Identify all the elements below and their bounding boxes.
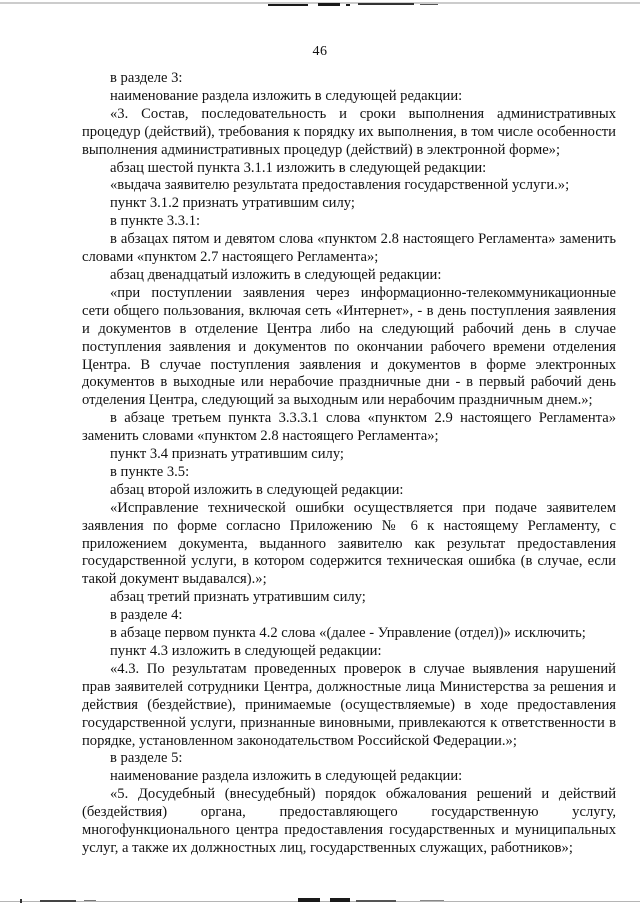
paragraph: «5. Досудебный (внесудебный) порядок обжалования решений и действий (бездействия) органа, предоставляющего государственную услугу, многофункционального центра предоставления государственных и муниципальных услуг, а также их должностных лиц, государственных служащих, работников»; [82, 786, 616, 856]
paragraph: в разделе 3: [110, 70, 183, 86]
paragraph: в пункте 3.5: [110, 463, 190, 480]
scan-artifact-bottom [0, 889, 640, 905]
paragraph: «4.3. По результатам проведенных проверок в случае выявления нарушений прав заявителей сотрудники Центра, должностные лица Министерства за решения и действия (бездействие), принимаемые (осуществляемые) в ходе предоставления государственной услуги, признанные виновными, привлекаются к ответственности в порядке, установленном законодательством Российской Федерации.»; [82, 660, 616, 749]
paragraph: в абзаце третьем пункта 3.3.3.1 слова «пунктом 2.9 настоящего Регламента» заменить словами «пунктом 2.8 настоящего Регламента»; [82, 410, 616, 445]
paragraph: «выдача заявителю результата предоставления государственной услуги.»; [110, 177, 570, 194]
paragraph: пункт 3.4 признать утратившим силу; [110, 446, 344, 463]
document-body [82, 70, 616, 858]
paragraph: абзац шестой пункта 3.1.1 изложить в следующей редакции: [110, 159, 487, 176]
scan-artifact-top [0, 0, 640, 16]
paragraph: «при поступлении заявления через информационно-телекоммуникационные сети общего пользования, включая сеть «Интернет», - в день поступления заявления и документов в отделение Центра либо на следующий рабочий день в случае поступления заявления и документов по окончании рабочего времени отделения Центра. В случае поступления заявления и документов в форме электронных документов в выходные или нерабочие праздничные дни - в первый рабочий день отделения Центра, следующий за выходным или нерабочим праздничным днем.»; [82, 284, 616, 409]
paragraph: абзац двенадцатый изложить в следующей редакции: [110, 266, 442, 283]
paragraph: пункт 4.3 изложить в следующей редакции: [110, 643, 382, 659]
paragraph: в абзаце первом пункта 4.2 слова «(далее - Управление (отдел))» исключить; [110, 625, 586, 642]
paragraph: абзац третий признать утратившим силу; [110, 589, 366, 606]
paragraph: в разделе 4: [110, 607, 183, 624]
page-number: 46 [312, 44, 328, 59]
paragraph: в разделе 5: [110, 750, 183, 767]
paragraph: пункт 3.1.2 признать утратившим силу; [110, 195, 355, 212]
paragraph: в пункте 3.3.1: [110, 213, 201, 230]
paragraph: «Исправление технической ошибки осуществляется при подаче заявителем заявления по форме согласно Приложению № 6 к настоящему Регламенту, с приложением документа, выданного заявителю как результат предоставления государственной услуги, в котором содержится техническая ошибка (в случае, если такой документ выдавался).»; [82, 499, 616, 588]
paragraph: абзац второй изложить в следующей редакции: [110, 481, 404, 498]
paragraph: «3. Состав, последовательность и сроки выполнения административных процедур (действий), требования к порядку их выполнения, в том числе особенности выполнения административных процедур (действий) в электронной форме»; [82, 105, 616, 158]
paragraph: в абзацах пятом и девятом слова «пунктом 2.8 настоящего Регламента» заменить словами «пунктом 2.7 настоящего Регламента»; [82, 231, 616, 266]
paragraph: наименование раздела изложить в следующей редакции: [110, 768, 463, 785]
paragraph: наименование раздела изложить в следующей редакции: [110, 87, 463, 104]
